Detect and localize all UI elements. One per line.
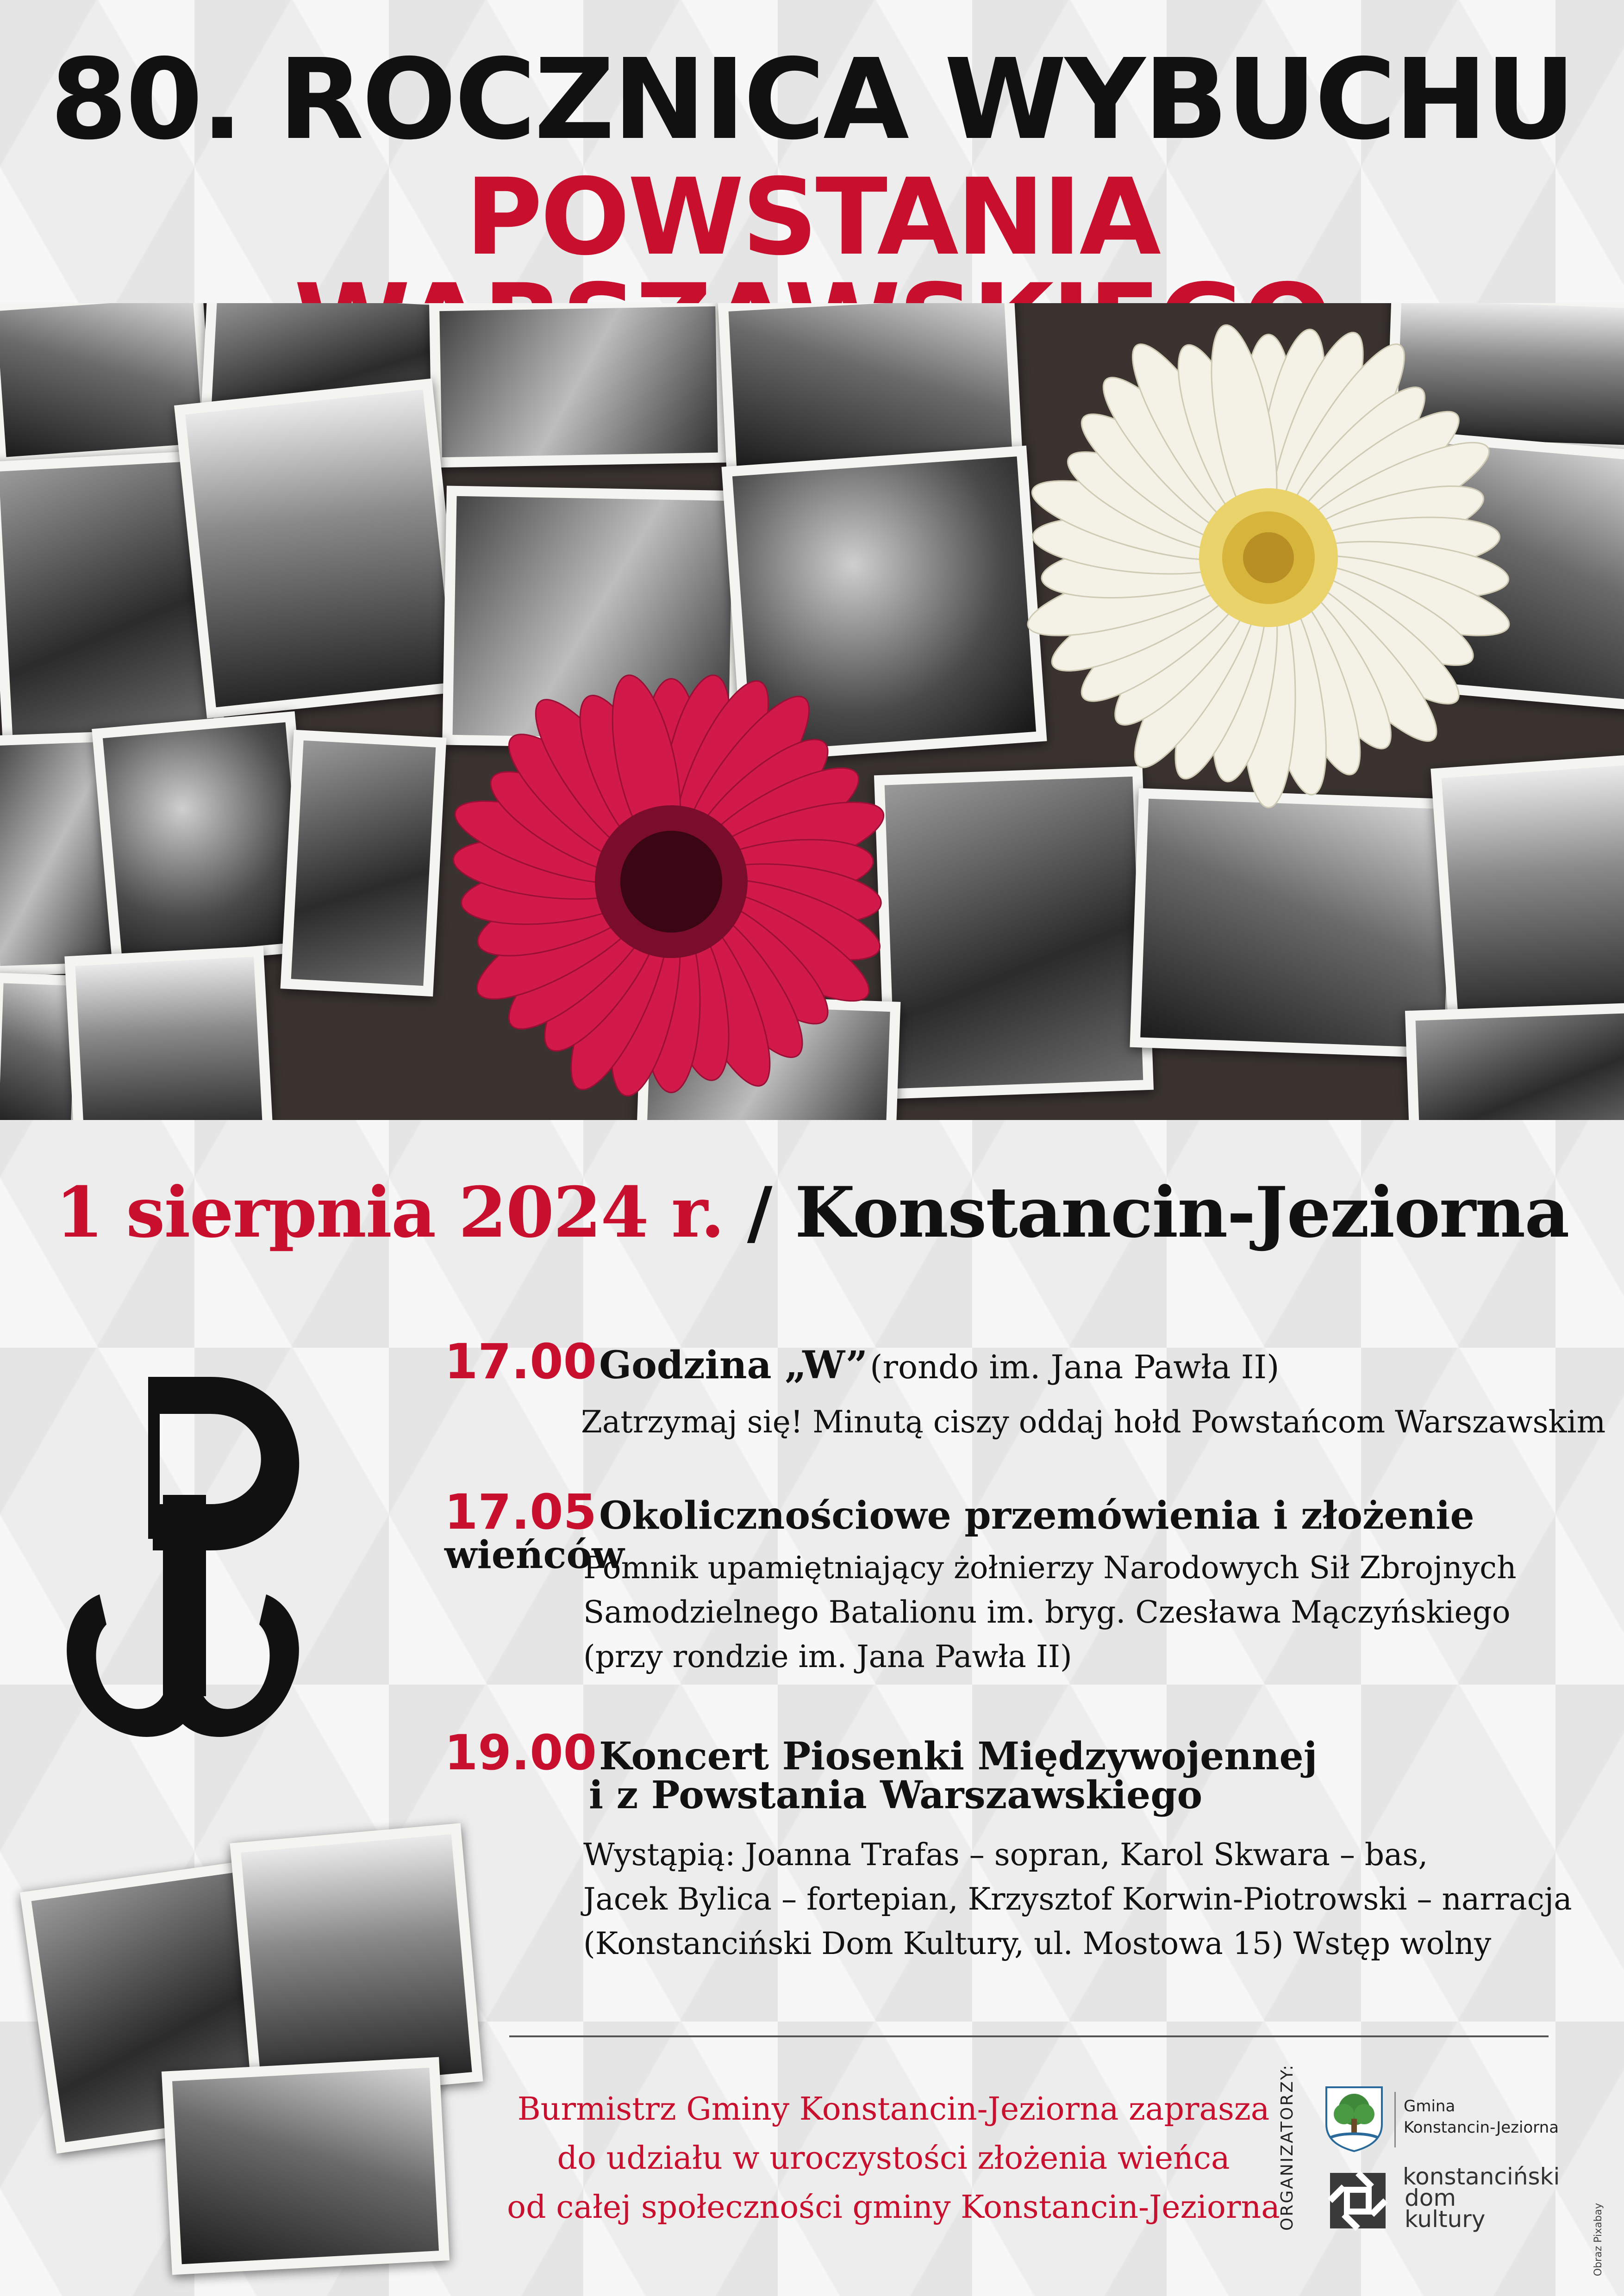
event-title: Koncert Piosenki Międzywojennej bbox=[599, 1734, 1318, 1779]
collage-photo bbox=[64, 946, 273, 1120]
event-place: (rondo im. Jana Pawła II) bbox=[870, 1348, 1280, 1386]
description-line: Samodzielnego Batalionu im. bryg. Czesława Mączyńskiego bbox=[583, 1594, 1511, 1630]
kotwica-anchor-icon bbox=[56, 1351, 380, 1777]
gmina-name-line: Gmina bbox=[1404, 2097, 1455, 2116]
event-time: 19.00 bbox=[444, 1724, 597, 1781]
event-3 bbox=[444, 1724, 1318, 1781]
invitation-line: od całej społeczności gminy Konstancin-Jeziorna bbox=[507, 2189, 1280, 2226]
event-description: Zatrzymaj się! Minutą ciszy oddaj hołd Powstańcom Warszawskim bbox=[581, 1404, 1606, 1440]
description-line: Pomnik upamiętniający żołnierzy Narodowych Sił Zbrojnych bbox=[583, 1550, 1517, 1586]
event-time: 17.05 bbox=[444, 1484, 597, 1540]
event-title: Godzina „W” bbox=[599, 1343, 868, 1388]
collage-photo bbox=[92, 711, 316, 969]
gmina-name-line: Konstancin-Jeziorna bbox=[1404, 2118, 1559, 2137]
event-description bbox=[583, 1546, 1517, 1679]
invitation-line: do udziału w uroczystości złożenia wieńca bbox=[557, 2140, 1230, 2177]
invitation-text bbox=[500, 2085, 1287, 2232]
title-line2: POWSTANIA bbox=[465, 156, 1159, 279]
organizers-label: ORGANIZATORZY: bbox=[1278, 2063, 1297, 2231]
event-date: 1 sierpnia 2024 r. bbox=[55, 1172, 724, 1253]
title-line1: 80. ROCZNICA WYBUCHU bbox=[50, 35, 1574, 164]
event-title-line2: i z Powstania Warszawskiego bbox=[589, 1773, 1203, 1817]
collage-photo bbox=[1405, 1002, 1624, 1120]
invitation-line: Burmistrz Gminy Konstancin-Jeziorna zaprasza bbox=[517, 2091, 1270, 2128]
event-description bbox=[583, 1833, 1572, 1966]
kdk-name-line: konstanciński bbox=[1403, 2163, 1560, 2190]
bottom-photo bbox=[230, 1823, 483, 2101]
logo-separator bbox=[1394, 2092, 1396, 2147]
event-1 bbox=[444, 1333, 1280, 1390]
event-time: 17.00 bbox=[444, 1333, 597, 1390]
description-line: Wystąpią: Joanna Trafas – sopran, Karol Skwara – bas, bbox=[583, 1837, 1428, 1873]
square-knot-logo-icon bbox=[1323, 2166, 1393, 2235]
description-line: (przy rondzie im. Jana Pawła II) bbox=[583, 1639, 1072, 1674]
divider bbox=[509, 2035, 1549, 2037]
description-line: (Konstanciński Dom Kultury, ul. Mostowa 15) Wstęp wolny bbox=[583, 1926, 1492, 1961]
red-flower-icon bbox=[380, 590, 963, 1120]
description-line: Jacek Bylica – fortepian, Krzysztof Korwin-Piotrowski – narracja bbox=[583, 1881, 1572, 1917]
kdk-name bbox=[1403, 2163, 1560, 2233]
white-flower-icon bbox=[954, 303, 1583, 831]
collage-photo bbox=[429, 303, 728, 468]
image-credit: Obraz Pixabay bbox=[1593, 2203, 1604, 2277]
kdk-name-line: dom bbox=[1405, 2184, 1456, 2211]
kdk-name-line: kultury bbox=[1405, 2206, 1486, 2233]
photo-collage bbox=[0, 303, 1624, 1120]
event-title: Okolicznościowe przemówienia i złożenie wieńców bbox=[444, 1493, 1474, 1577]
event-date-location bbox=[0, 1172, 1624, 1253]
bottom-photo bbox=[162, 2057, 450, 2275]
tree-coat-of-arms-icon bbox=[1322, 2083, 1387, 2152]
gmina-name bbox=[1404, 2096, 1559, 2138]
event-location: / Konstancin-Jeziorna bbox=[747, 1172, 1569, 1253]
